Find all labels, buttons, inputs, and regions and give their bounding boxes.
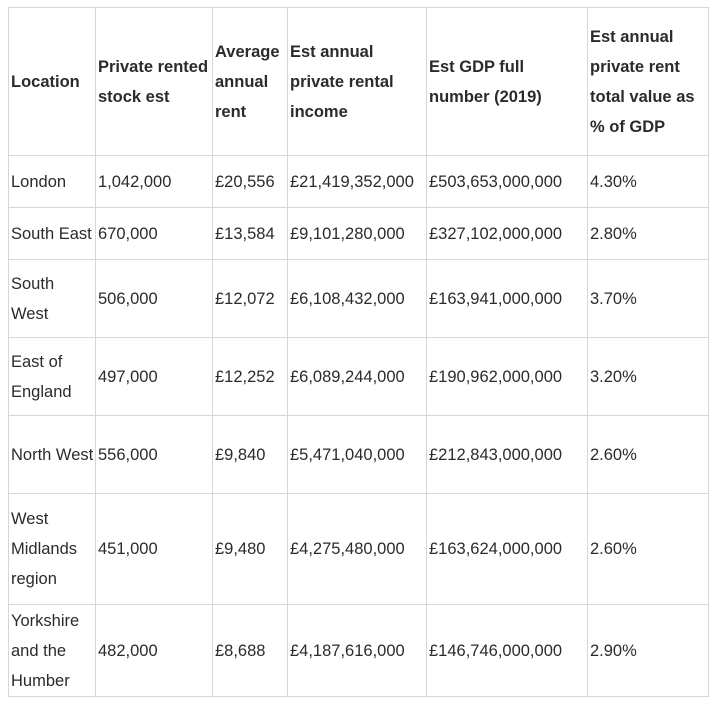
cell-rented-stock: 451,000 xyxy=(96,494,213,605)
header-rent-pct-gdp: Est annual private rent total value as % of GDP xyxy=(588,8,709,156)
cell-rental-income: £9,101,280,000 xyxy=(288,208,427,260)
cell-average-rent: £9,840 xyxy=(213,416,288,494)
table-row xyxy=(9,416,709,494)
cell-rented-stock: 506,000 xyxy=(96,260,213,338)
cell-pct-gdp: 4.30% xyxy=(588,156,709,208)
cell-location: Yorkshire and the Humber xyxy=(9,605,96,697)
cell-gdp: £327,102,000,000 xyxy=(427,208,588,260)
header-location: Location xyxy=(9,8,96,156)
cell-rental-income: £4,187,616,000 xyxy=(288,605,427,697)
cell-gdp: £146,746,000,000 xyxy=(427,605,588,697)
cell-location: West Midlands region xyxy=(9,494,96,605)
cell-average-rent: £12,072 xyxy=(213,260,288,338)
cell-pct-gdp: 2.80% xyxy=(588,208,709,260)
table-row xyxy=(9,260,709,338)
header-row xyxy=(9,8,709,156)
cell-average-rent: £20,556 xyxy=(213,156,288,208)
header-est-annual-rental-income: Est annual private rental income xyxy=(288,8,427,156)
cell-location: East of England xyxy=(9,338,96,416)
header-est-gdp: Est GDP full number (2019) xyxy=(427,8,588,156)
table-row xyxy=(9,208,709,260)
header-private-rented-stock: Private rented stock est xyxy=(96,8,213,156)
cell-pct-gdp: 2.90% xyxy=(588,605,709,697)
cell-rented-stock: 1,042,000 xyxy=(96,156,213,208)
cell-pct-gdp: 2.60% xyxy=(588,416,709,494)
cell-location: South West xyxy=(9,260,96,338)
cell-rented-stock: 497,000 xyxy=(96,338,213,416)
cell-pct-gdp: 3.20% xyxy=(588,338,709,416)
table-header xyxy=(9,8,709,156)
table-body xyxy=(9,156,709,697)
cell-rental-income: £6,108,432,000 xyxy=(288,260,427,338)
table-row xyxy=(9,338,709,416)
cell-gdp: £163,941,000,000 xyxy=(427,260,588,338)
cell-rented-stock: 556,000 xyxy=(96,416,213,494)
cell-average-rent: £9,480 xyxy=(213,494,288,605)
cell-gdp: £190,962,000,000 xyxy=(427,338,588,416)
cell-rented-stock: 482,000 xyxy=(96,605,213,697)
cell-rental-income: £21,419,352,000 xyxy=(288,156,427,208)
rental-data-table xyxy=(8,7,709,697)
cell-rental-income: £4,275,480,000 xyxy=(288,494,427,605)
cell-gdp: £163,624,000,000 xyxy=(427,494,588,605)
table-row xyxy=(9,605,709,697)
table-row xyxy=(9,494,709,605)
cell-pct-gdp: 2.60% xyxy=(588,494,709,605)
cell-rented-stock: 670,000 xyxy=(96,208,213,260)
cell-rental-income: £6,089,244,000 xyxy=(288,338,427,416)
cell-average-rent: £13,584 xyxy=(213,208,288,260)
header-average-annual-rent: Average annual rent xyxy=(213,8,288,156)
cell-location: London xyxy=(9,156,96,208)
cell-gdp: £503,653,000,000 xyxy=(427,156,588,208)
cell-location: South East xyxy=(9,208,96,260)
table-row xyxy=(9,156,709,208)
cell-pct-gdp: 3.70% xyxy=(588,260,709,338)
cell-gdp: £212,843,000,000 xyxy=(427,416,588,494)
cell-average-rent: £12,252 xyxy=(213,338,288,416)
cell-location: North West xyxy=(9,416,96,494)
cell-average-rent: £8,688 xyxy=(213,605,288,697)
cell-rental-income: £5,471,040,000 xyxy=(288,416,427,494)
